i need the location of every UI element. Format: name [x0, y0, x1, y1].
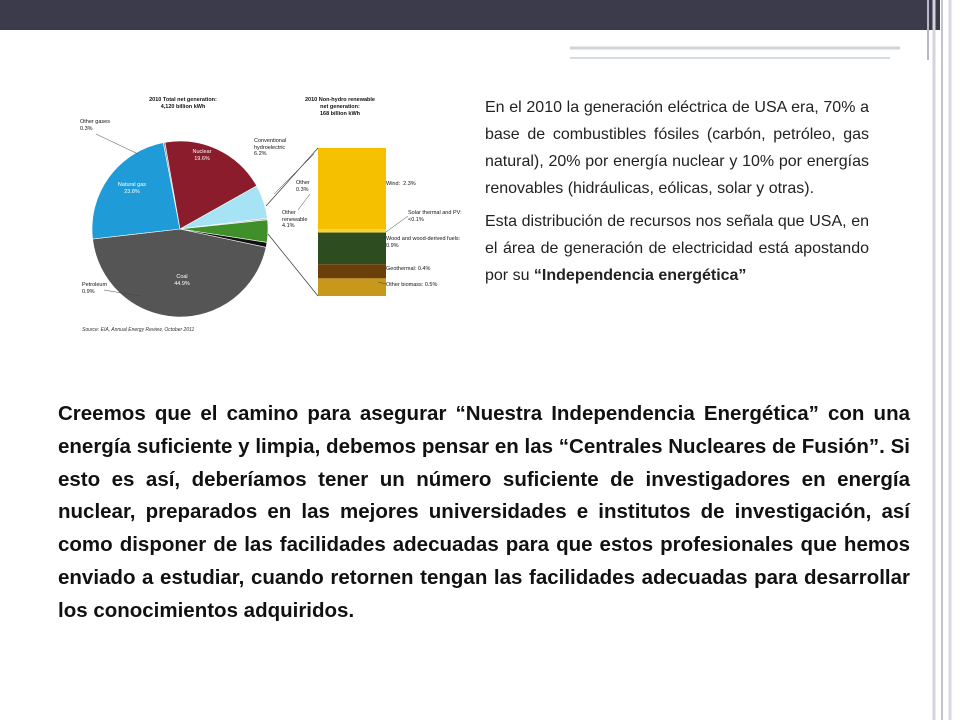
label-solar: Solar thermal and PV: <0.1%: [408, 210, 462, 223]
bar-subtitle-1: net generation:: [320, 104, 360, 110]
summary-text: [485, 94, 869, 295]
leader-line: [298, 194, 310, 210]
pie-subtitle: 4,120 billion kWh: [160, 104, 206, 110]
main-paragraph: Creemos que el camino para asegurar “Nuestra Independencia Energética” con una energía suficiente y limpia, debemos pensar en las “Centrales Nucleares de Fusión”. Si esto es así, deberíamos tener un número suficiente de investigadores en energía nuclear, preparados en las mejores universidades e institutos de investigación, así como disponer de las facilidades adecuadas para que estos profesionales que hemos enviado a estudiar, cuando retornen tengan las facilidades adecuadas para desarrollar los conocimientos adquiridos.: [58, 402, 910, 622]
label-hydro: Conventional hydroelectric 6.2%: [254, 138, 287, 157]
label-geothermal: Geothermal: 0.4%: [386, 266, 431, 272]
label-wind: Wind: 2.3%: [386, 181, 416, 187]
bar-segment-geothermal: [318, 264, 386, 278]
bar-title: 2010 Non-hydro renewable: [305, 97, 375, 103]
leader-line: [386, 216, 408, 232]
connector-bottom: [268, 234, 318, 296]
summary-paragraph-2: Esta distribución de recursos nos señala que USA, en el área de generación de electricidad está apostando por su “Independencia energética”: [485, 213, 869, 284]
label-petroleum: Petroleum 0.9%: [82, 282, 108, 295]
summary-paragraph-1: En el 2010 la generación eléctrica de USA era, 70% a base de combustibles fósiles (carbón, petróleo, gas natural), 20% por energía nuclear y 10% por energías renovables (hidráulicas, eólicas, solar y otras).: [485, 99, 869, 197]
bar-segment-wood-and-wood-derived-fuels: [318, 233, 386, 265]
slide-side-lines: [920, 0, 960, 720]
label-other-biomass: Other biomass: 0.5%: [386, 282, 438, 288]
label-nuclear: Nuclear 19.6%: [192, 149, 212, 162]
bar-segment-other-biomass: [318, 278, 386, 296]
label-coal: Coal 44.9%: [174, 274, 190, 287]
label-other: Other 0.3%: [296, 180, 310, 193]
bar-subtitle-2: 168 billion kWh: [319, 111, 361, 117]
leader-line: [96, 134, 138, 154]
renewable-stacked-bar: [318, 148, 386, 296]
pie-slice-coal: [93, 229, 267, 317]
pie-title: 2010 Total net generation:: [149, 97, 217, 103]
energy-chart-figure: [78, 84, 468, 346]
label-other-renewable: Other renewable 4.1%: [282, 210, 308, 229]
slide-header-bar: [0, 0, 960, 30]
bar-segment-solar-thermal-and-pv: [318, 229, 386, 233]
label-natural-gas: Natural gas 23.8%: [117, 182, 147, 195]
bar-segment-wind: [318, 148, 386, 229]
pie-chart: [92, 141, 268, 317]
label-wood: Wood and wood-derived fuels: 0.9%: [386, 236, 461, 249]
slide-header-lines: [570, 44, 900, 66]
chart-source: Source: EIA, Annual Energy Review, October 2011: [82, 327, 195, 333]
summary-highlight: “Independencia energética”: [533, 267, 747, 284]
label-other-gases: Other gases 0.3%: [80, 119, 110, 132]
